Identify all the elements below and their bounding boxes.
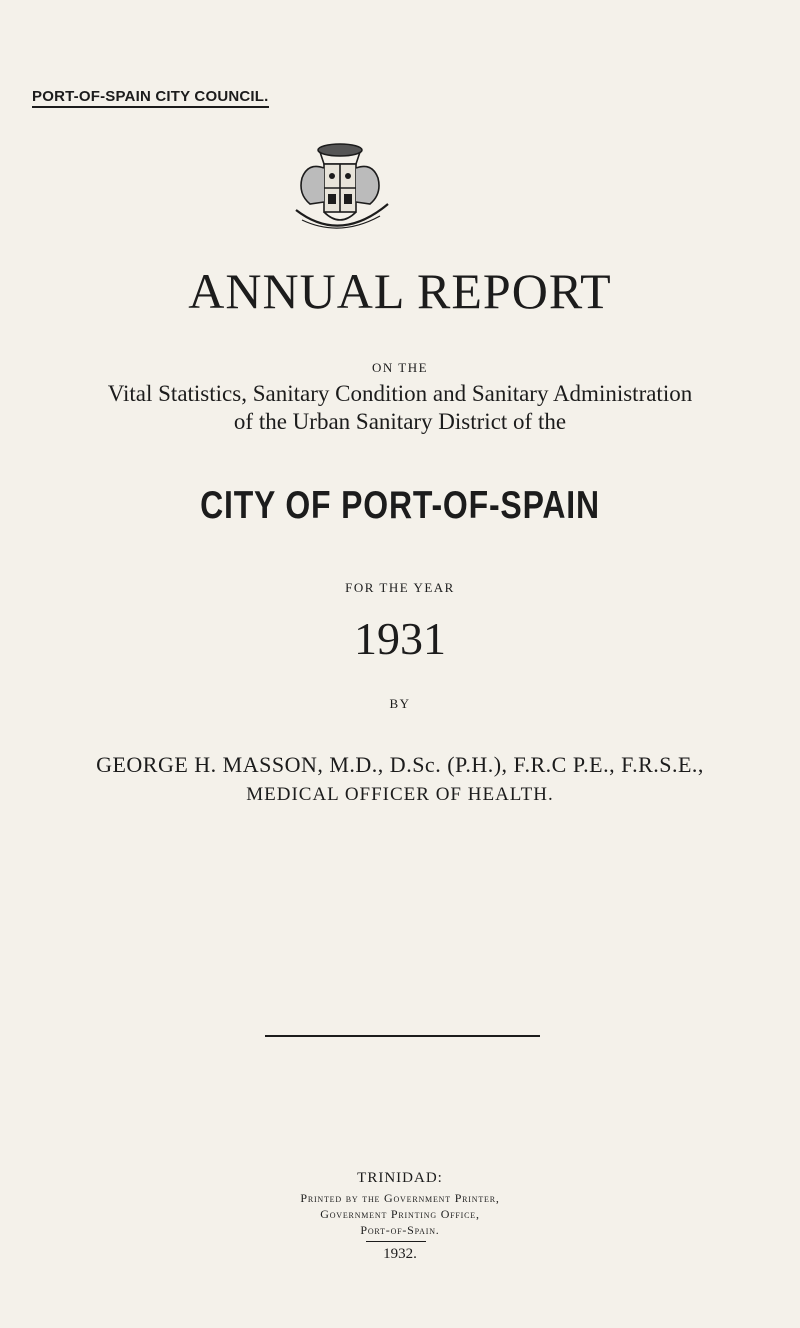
- imprint-rule: [366, 1241, 426, 1242]
- imprint-line-1: Printed by the Government Printer,: [300, 1191, 500, 1205]
- coat-of-arms-icon: [280, 132, 400, 244]
- subtitle-line-1: Vital Statistics, Sanitary Condition and Sanitary Administration: [107, 381, 693, 406]
- report-subtitle: [0, 380, 800, 436]
- by-label: BY: [389, 696, 411, 711]
- divider-rule: [265, 1035, 540, 1037]
- imprint-country: TRINIDAD:: [357, 1170, 443, 1186]
- author-office: MEDICAL OFFICER OF HEALTH.: [246, 784, 554, 805]
- imprint-line-3: Port-of-Spain.: [360, 1223, 440, 1237]
- city-name: CITY OF PORT-OF-SPAIN: [200, 484, 600, 527]
- imprint-line-2: Government Printing Office,: [320, 1207, 480, 1221]
- for-the-year-label: FOR THE YEAR: [345, 580, 455, 595]
- subtitle-line-2: of the Urban Sanitary District of the: [233, 409, 567, 434]
- on-the-label: ON THE: [371, 360, 429, 375]
- council-heading: PORT-OF-SPAIN CITY COUNCIL.: [32, 88, 269, 108]
- publication-year: 1932.: [383, 1246, 417, 1262]
- author-name: GEORGE H. MASSON, M.D., D.Sc. (P.H.), F.R.C P.E., F.R.S.E.,: [96, 752, 704, 777]
- report-year: 1931: [354, 613, 446, 664]
- report-title: ANNUAL REPORT: [188, 263, 612, 319]
